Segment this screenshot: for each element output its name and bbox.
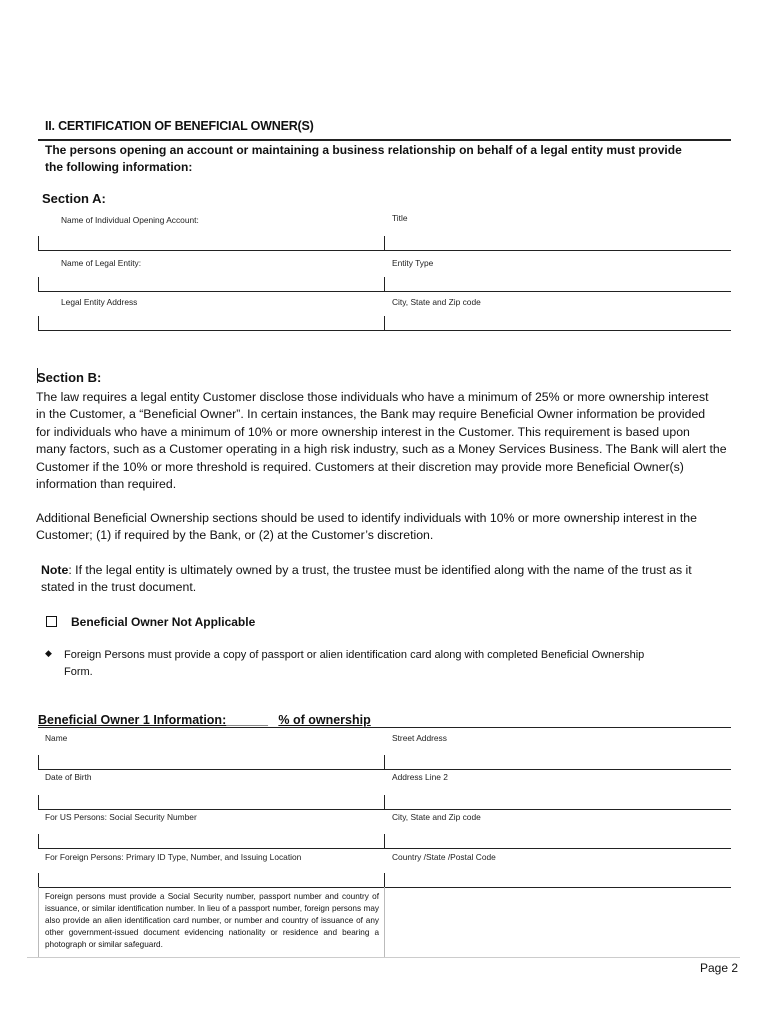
legal-entity-name-field[interactable] [38, 277, 39, 291]
ssn-label: For US Persons: Social Security Number [45, 812, 197, 822]
street-address-field[interactable] [384, 755, 385, 769]
individual-name-field[interactable] [38, 236, 39, 250]
owner-1-title [38, 713, 371, 727]
note-text: : If the legal entity is ultimately owned by a trust, the trustee must be identified along with the name of the trust as it [68, 563, 692, 577]
street-address-label: Street Address [392, 733, 447, 743]
owner-1-underline [38, 727, 731, 728]
heading-divider [38, 139, 731, 141]
paragraph-line: for individuals who have a minimum of 10% or more ownership interest in the Customer. This requirement is based upon [36, 424, 690, 439]
not-applicable-checkbox[interactable] [46, 616, 57, 627]
foreign-id-label: For Foreign Persons: Primary ID Type, Number, and Issuing Location [45, 852, 302, 862]
address-line-2-field[interactable] [384, 795, 385, 809]
paragraph-line: in the Customer, a “Beneficial Owner”. In certain instances, the Bank may require Beneficial Owner information be provided [36, 407, 706, 422]
legal-entity-address-label: Legal Entity Address [61, 297, 138, 307]
dob-field[interactable] [38, 795, 39, 809]
entity-type-field[interactable] [384, 277, 385, 291]
note-label: Note [41, 563, 69, 577]
column-border [384, 887, 385, 957]
city-state-zip-label: City, State and Zip code [392, 297, 481, 307]
foreign-line-2: Form. [64, 666, 93, 678]
country-label: Country /State /Postal Code [392, 852, 496, 862]
ownership-label: % of ownership [278, 713, 371, 727]
diamond-bullet-icon: ◆ [45, 648, 52, 658]
intro-line-1: The persons opening an account or maintaining a business relationship on behalf of a legal entity must provide [45, 143, 682, 157]
row-divider [38, 769, 731, 770]
foreign-id-note: Foreign persons must provide a Social Security number, passport number and country of issuance, or similar identification number. In lieu of a passport number, foreign persons may also provide an alien identification card number, or number and country of issuance of any other government-issued document evidencing nationality or residence and bearing a photograph or similar safeguard. [45, 892, 379, 949]
row-divider [38, 250, 731, 251]
legal-entity-name-label: Name of Legal Entity: [61, 258, 142, 268]
note-text-line-2: stated in the trust document. [41, 580, 197, 595]
section-b-title: Section B: [37, 370, 102, 385]
section-b-paragraph-2 [36, 510, 748, 545]
paragraph-line: Additional Beneficial Ownership sections should be used to identify individuals with 10% or more ownership interest in the [36, 511, 697, 525]
foreign-persons-notice [64, 647, 724, 681]
row-divider [38, 291, 731, 292]
paragraph-line: Customer if the 10% or more threshold is required. Customers at their discretion may provide more Beneficial Owner(s) [36, 459, 684, 474]
paragraph-line: The law requires a legal entity Customer disclose those individuals who have a minimum of 25% or more ownership interest [36, 390, 709, 404]
dob-label: Date of Birth [45, 772, 92, 782]
owner-1-heading: Beneficial Owner 1 Information: [38, 713, 227, 727]
row-divider [38, 330, 731, 331]
foreign-line-1: Foreign Persons must provide a copy of passport or alien identification card along with completed Beneficial Ownership [64, 649, 645, 661]
owner-name-label: Name [45, 733, 68, 743]
paragraph-line: many factors, such as a Customer operating in a high risk industry, such as a Money Services Business. The Bank will alert the [36, 442, 727, 457]
row-divider [38, 848, 731, 849]
ownership-blank[interactable]: ______ [226, 713, 268, 727]
page-number: Page 2 [700, 961, 739, 975]
entity-type-label: Entity Type [392, 258, 434, 268]
individual-name-label: Name of Individual Opening Account: [61, 215, 199, 225]
intro-line-2: the following information: [45, 160, 193, 174]
paragraph-line: information than required. [36, 477, 177, 492]
foreign-id-field[interactable] [38, 873, 39, 887]
trust-note [41, 562, 741, 597]
not-applicable-label: Beneficial Owner Not Applicable [71, 615, 256, 629]
city-state-zip-field[interactable] [384, 316, 385, 330]
section-heading: II. CERTIFICATION OF BENEFICIAL OWNER(S) [45, 119, 314, 133]
country-field[interactable] [384, 873, 385, 887]
title-label: Title [392, 213, 408, 223]
section-intro [45, 142, 725, 176]
owner-city-state-zip-field[interactable] [384, 834, 385, 848]
owner-name-field[interactable] [38, 755, 39, 769]
ssn-field[interactable] [38, 834, 39, 848]
legal-entity-address-field[interactable] [38, 316, 39, 330]
column-border [38, 887, 39, 957]
section-a-title: Section A: [42, 191, 106, 206]
paragraph-line: Customer; (1) if required by the Bank, or (2) at the Customer’s discretion. [36, 528, 434, 543]
owner-city-state-zip-label: City, State and Zip code [392, 812, 481, 822]
footer-divider [27, 957, 740, 958]
title-field[interactable] [384, 236, 385, 250]
row-divider [38, 809, 731, 810]
section-b-paragraph-1 [36, 389, 748, 493]
address-line-2-label: Address Line 2 [392, 772, 448, 782]
